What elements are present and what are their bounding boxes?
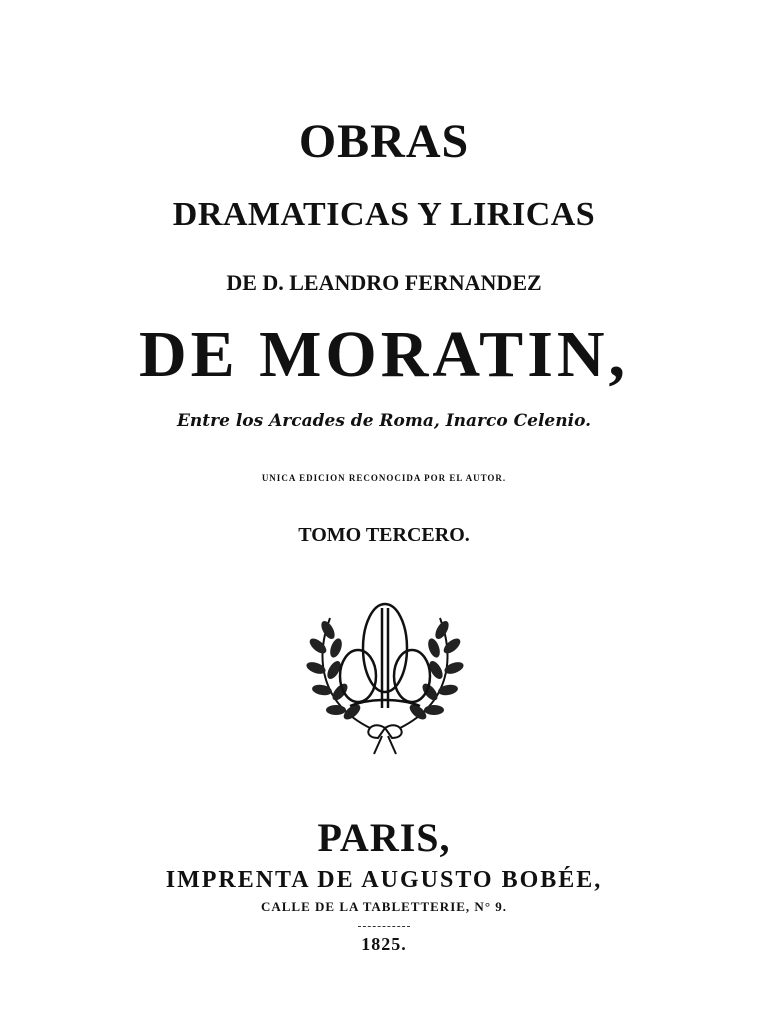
volume-label: TOMO TERCERO. bbox=[298, 524, 470, 546]
imprint-address: CALLE DE LA TABLETTERIE, N° 9. bbox=[260, 899, 508, 914]
imprint-city: PARIS, bbox=[317, 815, 451, 860]
edition-note: UNICA EDICION RECONOCIDA POR EL AUTOR. bbox=[261, 473, 507, 483]
divider-rule bbox=[358, 926, 410, 927]
book-subtitle: DRAMATICAS Y LIRICAS bbox=[172, 196, 596, 233]
author-name: DE MORATIN, bbox=[138, 318, 630, 391]
imprint-printer: IMPRENTA DE AUGUSTO BOBÉE, bbox=[165, 867, 603, 893]
monogram-laurel-wreath-icon bbox=[290, 588, 480, 758]
imprint-year: 1825. bbox=[361, 934, 407, 954]
author-prefix: DE D. LEANDRO FERNANDEZ bbox=[226, 270, 542, 295]
book-title: OBRAS bbox=[298, 115, 470, 168]
arcade-line: Entre los Arcades de Roma, Inarco Celenio. bbox=[176, 411, 592, 431]
